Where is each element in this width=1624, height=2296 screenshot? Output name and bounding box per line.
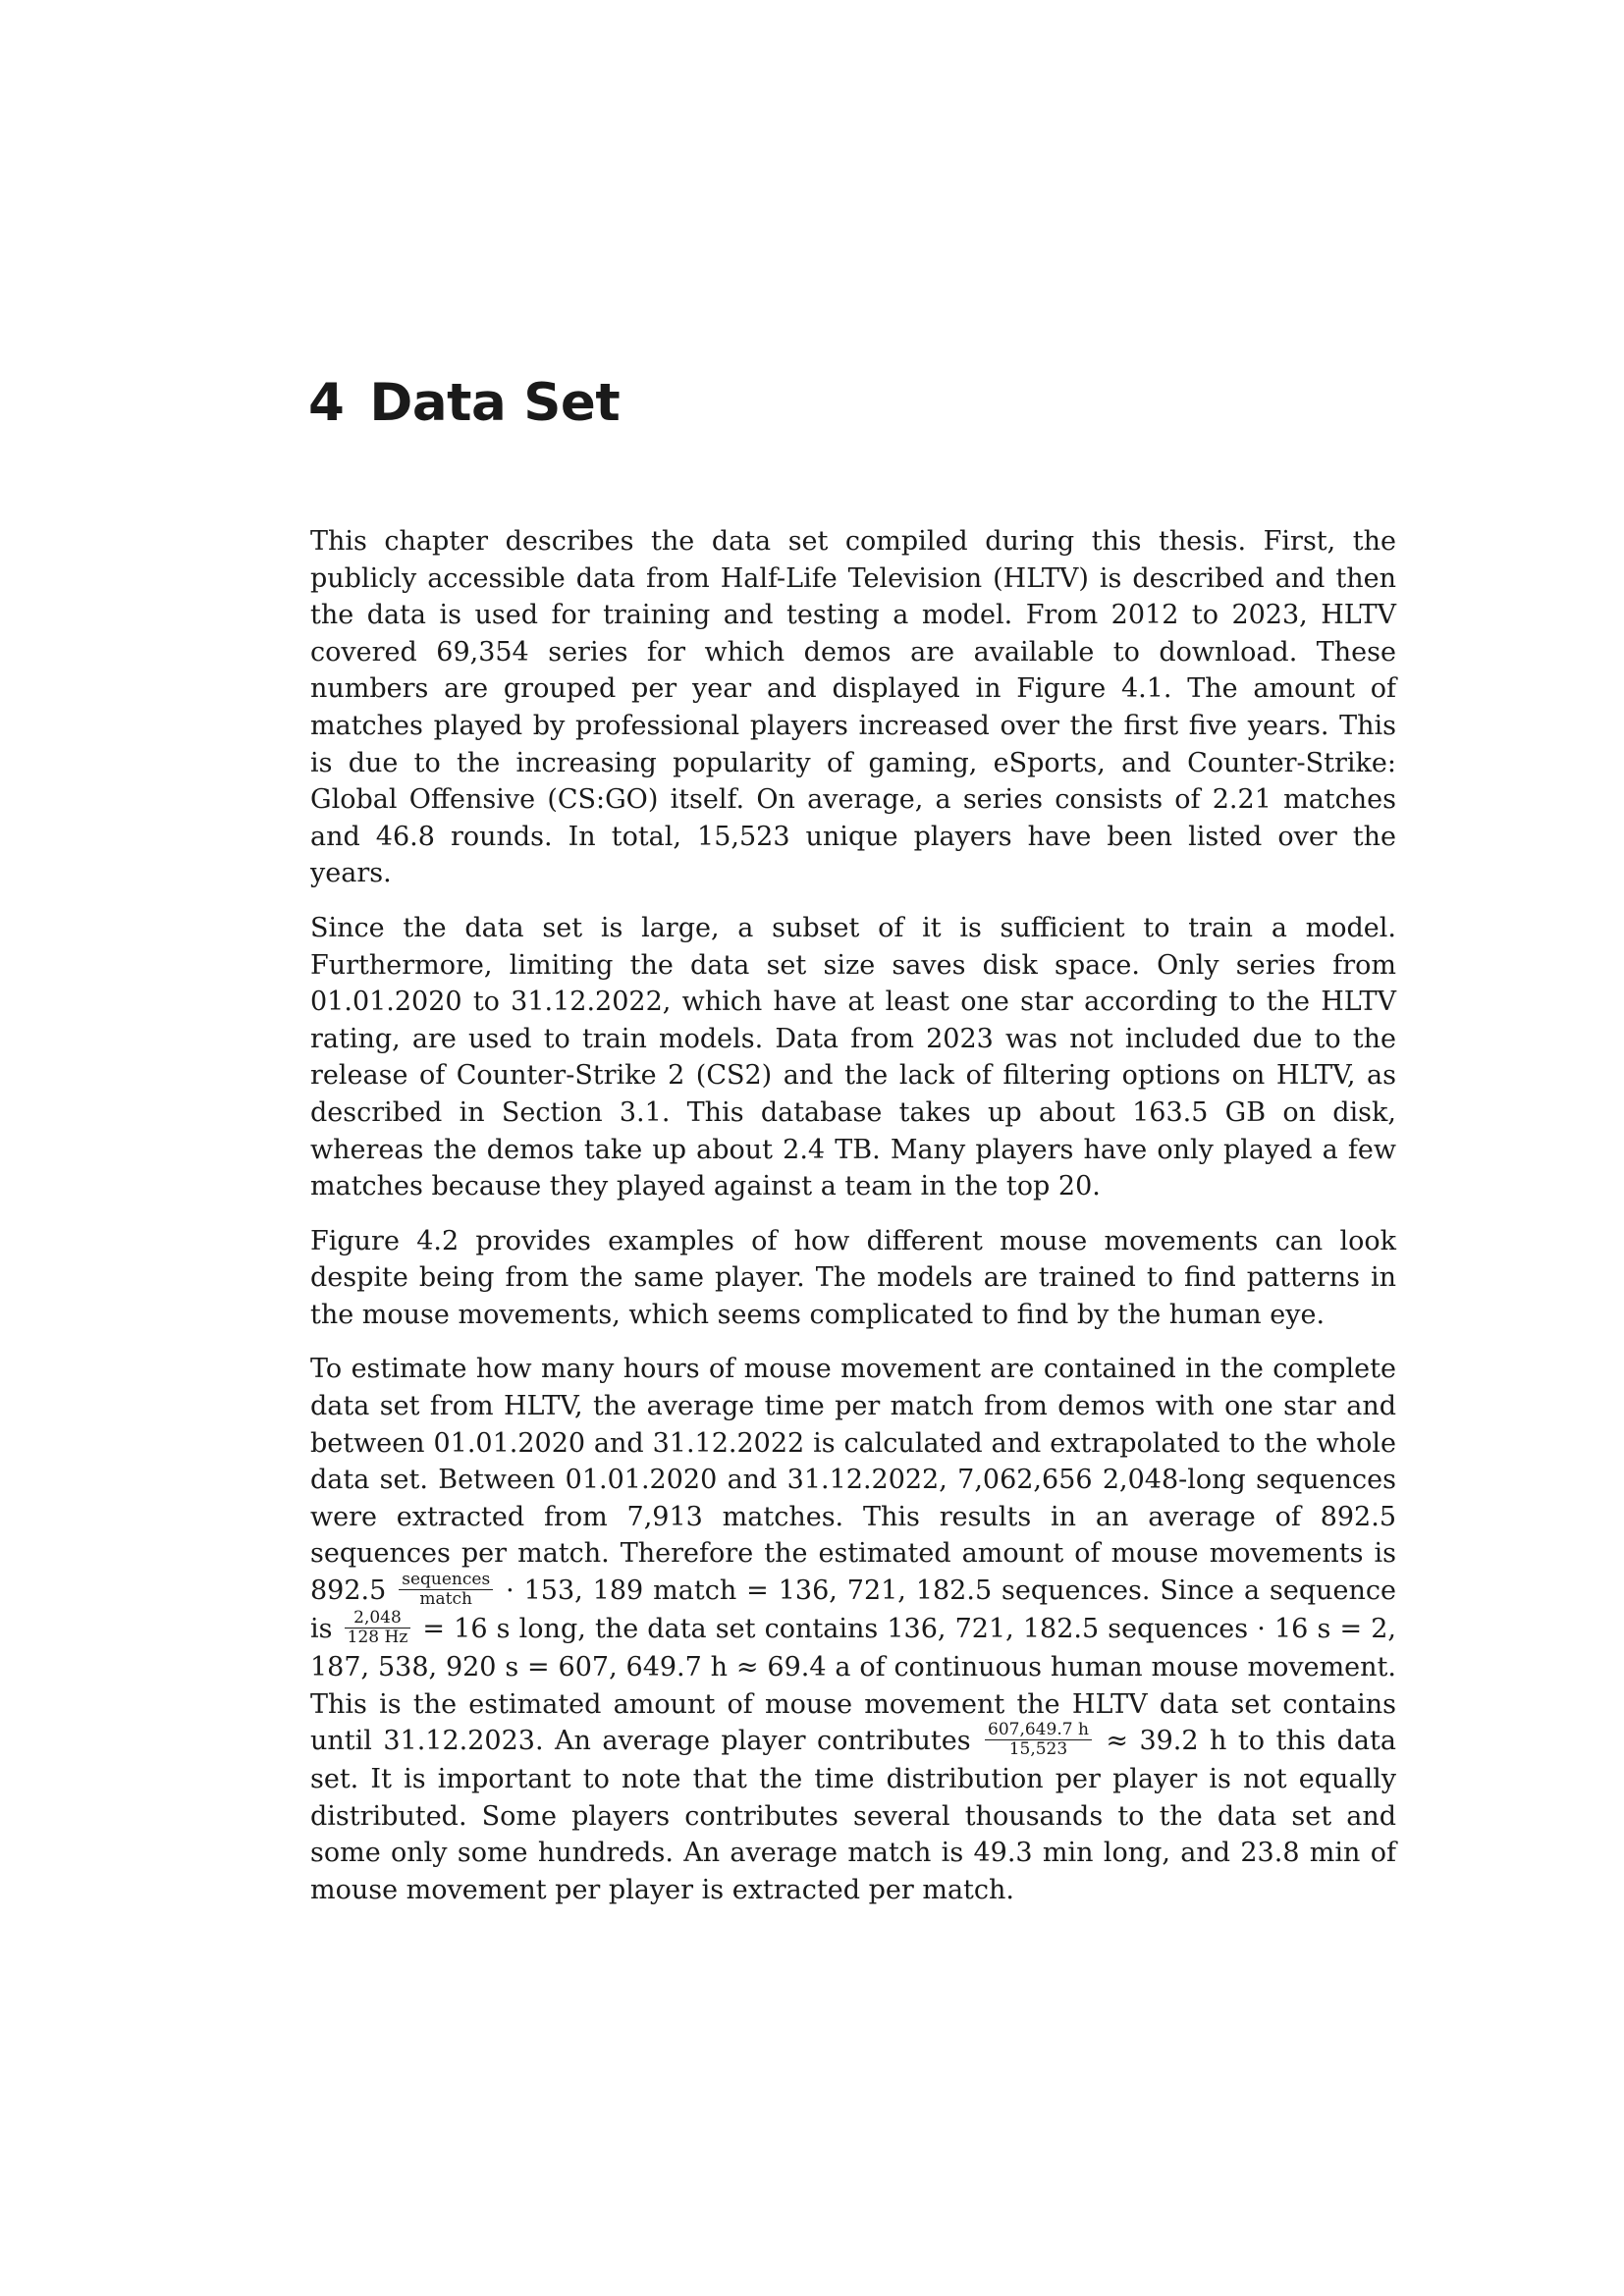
fraction-hours-per-player: [985, 1721, 1092, 1759]
paragraph-intro: This chapter describes the data set compiled during this thesis. First, the publicly accessible data from Half-Life Television (HLTV) is described and then the data is used for training and testing a model. From 2012 to 2023, HLTV covered 69,354 series for which demos are available to download. These numbers are grouped per year and displayed in Figure 4.1. The amount of matches played by professional players increased over the first five years. This is due to the increasing popularity of gaming, eSports, and Counter-Strike: Global Offensive (CS:GO) itself. On average, a series consists of 2.21 matches and 46.8 rounds. In total, 15,523 unique players have been listed over the years.: [310, 526, 1396, 889]
fraction-sequence-length: [345, 1609, 411, 1647]
estimation-text-3: = 16 s long, the data set contains 136, 721, 182.5 sequences · 16 s = 2, 187, 538, 920 s = 607, 649.7 h ≈ 69.4 a of continuous human mouse movement. This is the estimated amount of mouse movement the HLTV data set contains until 31.12.2023. An average player contributes: [310, 1614, 1396, 1757]
fraction-numerator: 2,048: [345, 1609, 411, 1629]
estimation-text-1: To estimate how many hours of mouse movement are contained in the complete data set from HLTV, the average time per match from demos with one star and between 01.01.2020 and 31.12.2022 is calculated and extrapolated to the whole data set. Between 01.01.2020 and 31.12.2022, 7,062,656 2,048-long sequences were extracted from 7,913 matches. This results in an average of 892.5 sequences per match. Therefore the estimated amount of mouse movements is 892.5: [310, 1354, 1396, 1607]
chapter-number: 4: [308, 373, 345, 433]
fraction-numerator: sequences: [399, 1571, 493, 1590]
estimation-text-4: ≈ 39.2 h to this data set. It is important to note that the time distribution per player is not equally distributed. Some players contributes several thousands to the data set and some only some hundreds. An average match is 49.3 min long, and 23.8 min of mouse movement per player is extracted per match.: [310, 1726, 1396, 1905]
paragraph-figure-reference: Figure 4.2 provides examples of how different mouse movements can look despite being from the same player. The models are trained to find patterns in the mouse movements, which seems complicated to find by the human eye.: [310, 1225, 1396, 1330]
fraction-denominator: match: [419, 1589, 472, 1610]
paragraph-subset: Since the data set is large, a subset of it is sufficient to train a model. Furthermore, limiting the data set size saves disk space. Only series from 01.01.2020 to 31.12.2022, which have at least one star according to the HLTV rating, are used to train models. Data from 2023 was not included due to the release of Counter-Strike 2 (CS2) and the lack of filtering options on HLTV, as described in Section 3.1. This database takes up about 163.5 GB on disk, whereas the demos take up about 2.4 TB. Many players have only played a few matches because they played against a team in the top 20.: [310, 912, 1396, 1202]
fraction-denominator: 128 Hz: [347, 1628, 408, 1648]
fraction-numerator: 607,649.7 h: [985, 1721, 1092, 1740]
fraction-sequences-per-match: [399, 1571, 493, 1609]
chapter-heading: [308, 373, 621, 433]
fraction-denominator: 15,523: [1008, 1739, 1068, 1760]
chapter-title: Data Set: [369, 373, 621, 433]
estimation-text-2: · 153, 189 match = 136, 721, 182.5 sequences. Since a sequence is: [310, 1575, 1396, 1645]
paragraph-estimation: [310, 1351, 1396, 1908]
chapter-body: [310, 523, 1396, 1927]
